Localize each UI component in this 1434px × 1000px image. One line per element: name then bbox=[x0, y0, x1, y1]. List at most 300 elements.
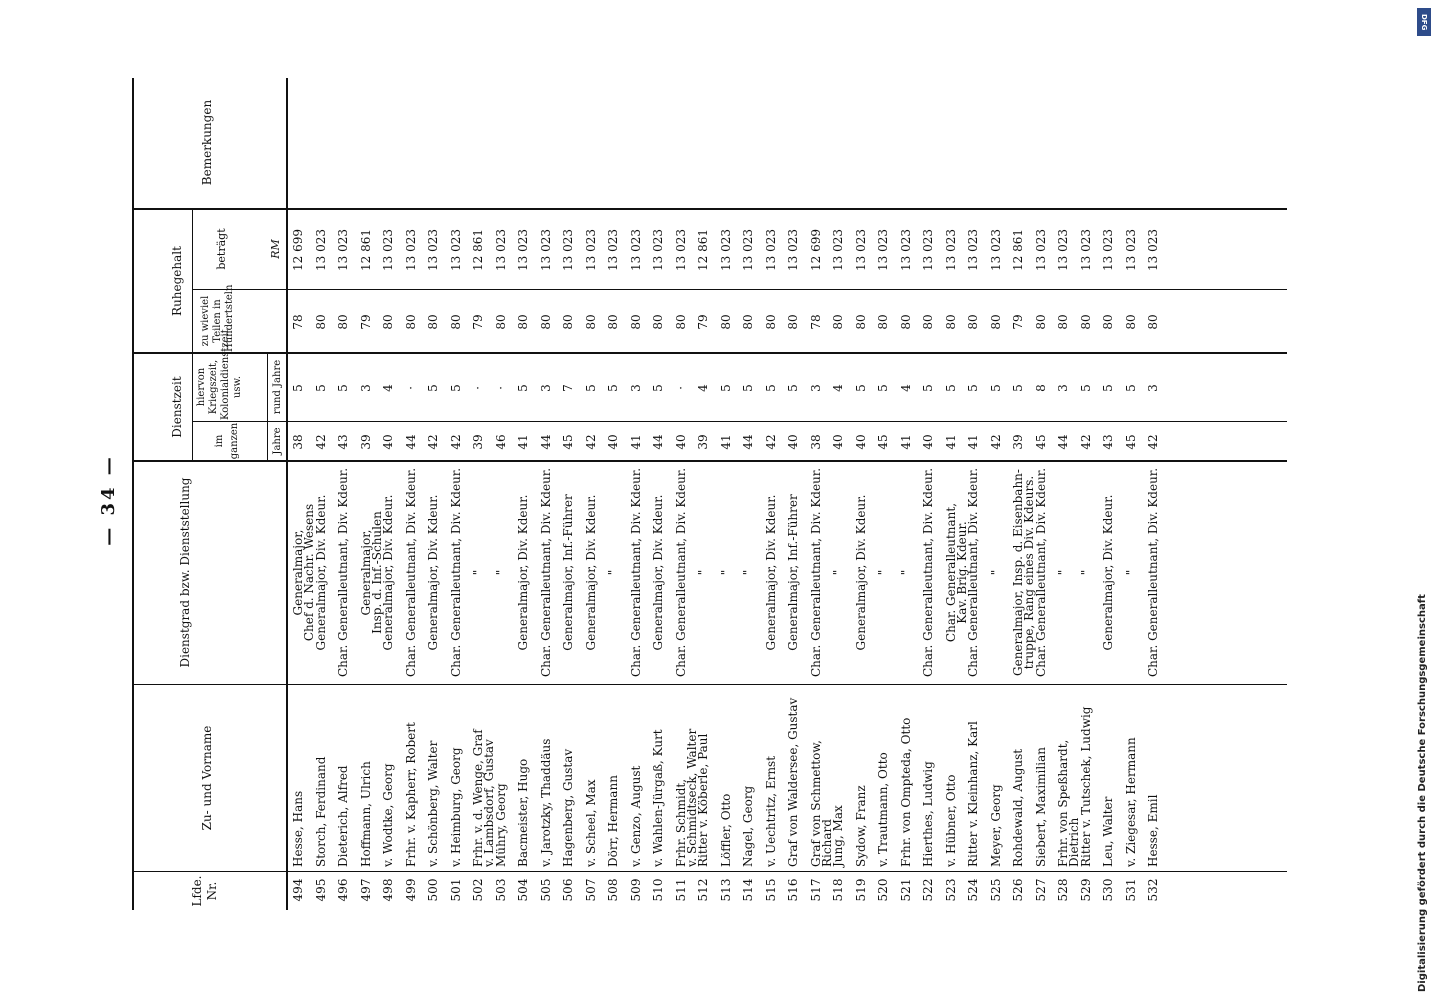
row-hundertstel: 80 bbox=[943, 314, 958, 330]
row-name: v. Uechtritz, Ernst bbox=[763, 755, 778, 867]
table-row bbox=[675, 0, 699, 1000]
row-betrag: 13 023 bbox=[763, 229, 778, 271]
row-kriegszeit: · bbox=[493, 386, 508, 390]
table-row bbox=[765, 0, 789, 1000]
row-nr: 518 bbox=[831, 878, 845, 902]
row-kriegszeit: 5 bbox=[988, 384, 1003, 392]
row-nr: 506 bbox=[561, 878, 575, 902]
row-betrag: 13 023 bbox=[988, 229, 1003, 271]
row-rank: Char. Generalleutnant, Div. Kdeur. bbox=[538, 467, 553, 678]
row-betrag: 13 023 bbox=[1123, 229, 1138, 271]
table-row bbox=[427, 0, 451, 1000]
row-dienstzeit-ganzen: 44 bbox=[741, 434, 755, 450]
table-row bbox=[337, 0, 361, 1000]
row-betrag: 13 023 bbox=[651, 229, 665, 271]
row-dienstzeit-ganzen: 41 bbox=[628, 434, 643, 450]
row-kriegszeit: 5 bbox=[943, 384, 958, 392]
row-name: Bacmeister, Hugo bbox=[516, 758, 530, 867]
row-betrag: 13 023 bbox=[426, 229, 440, 271]
row-name: Storch, Ferdinand bbox=[313, 756, 328, 867]
row-rank: Generalmajor, Div. Kdeur. bbox=[313, 494, 328, 651]
table-row bbox=[585, 0, 609, 1000]
row-hundertstel: 80 bbox=[1123, 314, 1138, 330]
row-hundertstel: 80 bbox=[1146, 314, 1160, 330]
row-betrag: 13 023 bbox=[1056, 229, 1070, 271]
dfg-logo: DFG bbox=[1417, 8, 1431, 36]
row-name: Ritter v. Tutschek, Ludwig bbox=[1078, 706, 1093, 867]
row-rank: Generalmajor, Div. Kdeur. bbox=[516, 494, 530, 651]
row-rank: " bbox=[696, 569, 710, 576]
row-rank: Generalmajor, Div. Kdeur. bbox=[763, 494, 778, 651]
row-hundertstel: 80 bbox=[718, 314, 733, 330]
table-row bbox=[315, 0, 339, 1000]
row-rank: Generalmajor, Div. Kdeur. bbox=[583, 494, 598, 651]
row-rank: " bbox=[471, 569, 485, 576]
row-betrag: 13 023 bbox=[583, 229, 598, 271]
row-name: Hoffmann, Ulrich bbox=[358, 761, 373, 867]
row-hundertstel: 80 bbox=[628, 314, 643, 330]
table-row bbox=[967, 0, 991, 1000]
row-betrag: 12 699 bbox=[291, 229, 305, 271]
row-kriegszeit: 3 bbox=[628, 384, 643, 392]
row-kriegszeit: 5 bbox=[966, 384, 980, 392]
row-betrag: 13 023 bbox=[921, 229, 935, 271]
row-kriegszeit: 5 bbox=[651, 384, 665, 392]
row-dienstzeit-ganzen: 41 bbox=[966, 434, 980, 450]
row-rank: Generalmajor, Div. Kdeur. bbox=[426, 494, 440, 651]
row-name: v. Wodtke, Georg bbox=[381, 763, 395, 867]
row-dienstzeit-ganzen: 43 bbox=[1101, 434, 1115, 450]
table-row bbox=[1125, 0, 1149, 1000]
table-row bbox=[495, 0, 519, 1000]
row-nr: 530 bbox=[1101, 878, 1115, 902]
row-hundertstel: 80 bbox=[1101, 314, 1115, 330]
row-dienstzeit-ganzen: 39 bbox=[471, 434, 485, 450]
header-im-ganzen: im ganzen bbox=[214, 422, 240, 460]
row-kriegszeit: 4 bbox=[898, 384, 913, 392]
row-kriegszeit: 4 bbox=[696, 384, 710, 392]
page-number: — 34 — bbox=[98, 454, 119, 546]
row-hundertstel: 80 bbox=[448, 314, 463, 330]
row-dienstzeit-ganzen: 46 bbox=[493, 434, 508, 450]
header-rm: RM bbox=[269, 239, 282, 259]
row-rank: " bbox=[606, 569, 620, 576]
row-kriegszeit: 3 bbox=[1146, 384, 1160, 392]
row-nr: 495 bbox=[313, 878, 328, 902]
row-nr: 521 bbox=[898, 878, 913, 902]
table-row bbox=[517, 0, 541, 1000]
row-betrag: 13 023 bbox=[538, 229, 553, 271]
table-row bbox=[1035, 0, 1059, 1000]
row-nr: 509 bbox=[628, 878, 643, 902]
row-betrag: 12 861 bbox=[696, 229, 710, 271]
row-hundertstel: 80 bbox=[538, 314, 553, 330]
dienstzeit-subrule bbox=[192, 354, 193, 460]
row-kriegszeit: 5 bbox=[583, 384, 598, 392]
row-rank: Generalmajor, Insp. d. Eisenbahn- bbox=[1011, 469, 1025, 676]
row-hundertstel: 80 bbox=[763, 314, 778, 330]
row-hundertstel: 79 bbox=[358, 314, 373, 330]
row-name: Ritter v. Kleinhanz, Karl bbox=[966, 721, 980, 867]
row-name-cont: v. Schmidtseck, Walter bbox=[684, 728, 699, 867]
row-kriegszeit: · bbox=[403, 386, 418, 390]
row-rank: Char. Generalleutnant, Div. Kdeur. bbox=[403, 467, 418, 678]
row-betrag: 13 023 bbox=[403, 229, 418, 271]
row-nr: 527 bbox=[1033, 878, 1048, 902]
table-top-rule bbox=[132, 78, 134, 910]
row-dienstzeit-ganzen: 38 bbox=[291, 434, 305, 450]
row-dienstzeit-ganzen: 40 bbox=[921, 434, 935, 450]
row-rank: " bbox=[718, 569, 733, 576]
header-nr: Lfde. Nr. bbox=[190, 875, 219, 907]
row-kriegszeit: 5 bbox=[921, 384, 935, 392]
row-name: Meyer, Georg bbox=[988, 784, 1003, 867]
row-kriegszeit: 3 bbox=[538, 384, 553, 392]
row-dienstzeit-ganzen: 42 bbox=[583, 434, 598, 450]
row-name: v. Trautmann, Otto bbox=[876, 752, 890, 867]
row-nr: 515 bbox=[763, 878, 778, 902]
row-hundertstel: 80 bbox=[966, 314, 980, 330]
row-name: Hierthes, Ludwig bbox=[921, 761, 935, 867]
table-row bbox=[292, 0, 316, 1000]
row-kriegszeit: · bbox=[673, 386, 688, 390]
row-hundertstel: 80 bbox=[1078, 314, 1093, 330]
row-betrag: 13 023 bbox=[943, 229, 958, 271]
row-betrag: 13 023 bbox=[628, 229, 643, 271]
row-name: Graf von Schmettow, bbox=[808, 740, 823, 867]
table-row bbox=[787, 0, 811, 1000]
row-dienstzeit-ganzen: 39 bbox=[358, 434, 373, 450]
row-hundertstel: 80 bbox=[606, 314, 620, 330]
row-hundertstel: 79 bbox=[1011, 314, 1025, 330]
row-name: Frhr. von Speßhardt, bbox=[1056, 739, 1070, 867]
row-dienstzeit-ganzen: 42 bbox=[426, 434, 440, 450]
row-name: Graf von Waldersee, Gustav bbox=[786, 697, 800, 867]
row-hundertstel: 80 bbox=[651, 314, 665, 330]
row-rank: Generalmajor, Inf.-Führer bbox=[561, 494, 575, 651]
row-rank-cont: Chef d. Nachr. Wesens bbox=[302, 503, 316, 642]
row-betrag: 13 023 bbox=[493, 229, 508, 271]
table-row bbox=[1080, 0, 1104, 1000]
row-kriegszeit: 5 bbox=[786, 384, 800, 392]
row-nr: 519 bbox=[853, 878, 868, 902]
row-nr: 531 bbox=[1123, 878, 1138, 902]
row-rank: Generalmajor, bbox=[358, 529, 373, 616]
row-kriegszeit: 5 bbox=[853, 384, 868, 392]
row-betrag: 13 023 bbox=[898, 229, 913, 271]
header-jahre: Jahre bbox=[272, 427, 283, 455]
row-nr: 528 bbox=[1056, 878, 1070, 902]
row-nr: 520 bbox=[876, 878, 890, 902]
row-nr: 496 bbox=[336, 878, 350, 902]
row-betrag: 13 023 bbox=[786, 229, 800, 271]
row-rank: Generalmajor, Div. Kdeur. bbox=[853, 494, 868, 651]
row-nr: 529 bbox=[1078, 878, 1093, 902]
row-betrag: 13 023 bbox=[336, 229, 350, 271]
table-row bbox=[1057, 0, 1081, 1000]
row-name: Frhr. von Ompteda, Otto bbox=[898, 717, 913, 867]
table-row bbox=[607, 0, 631, 1000]
table-row bbox=[562, 0, 586, 1000]
table-row bbox=[945, 0, 969, 1000]
row-nr: 500 bbox=[426, 878, 440, 902]
row-kriegszeit: 3 bbox=[358, 384, 373, 392]
header-rund-jahre: rund Jahre bbox=[272, 359, 283, 415]
row-rank: Generalmajor, bbox=[291, 529, 305, 616]
row-name: Frhr. v. d. Wenge, Graf bbox=[471, 729, 485, 867]
row-name: Rohdewald, August bbox=[1011, 748, 1025, 867]
row-kriegszeit: 5 bbox=[606, 384, 620, 392]
row-dienstzeit-ganzen: 40 bbox=[853, 434, 868, 450]
row-hundertstel: 80 bbox=[876, 314, 890, 330]
row-dienstzeit-ganzen: 42 bbox=[1078, 434, 1093, 450]
row-rank-cont: Insp. d. Inf.-Schulen bbox=[369, 511, 384, 634]
row-rank: Char. Generalleutnant, bbox=[943, 502, 958, 643]
row-dienstzeit-ganzen: 41 bbox=[898, 434, 913, 450]
row-betrag: 12 861 bbox=[1011, 229, 1025, 271]
row-betrag: 13 023 bbox=[1101, 229, 1115, 271]
row-hundertstel: 80 bbox=[786, 314, 800, 330]
row-hundertstel: 80 bbox=[493, 314, 508, 330]
row-rank: Char. Generalleutnant, Div. Kdeur. bbox=[921, 467, 935, 678]
row-kriegszeit: · bbox=[471, 386, 485, 390]
row-betrag: 13 023 bbox=[673, 229, 688, 271]
row-hundertstel: 78 bbox=[808, 314, 823, 330]
row-rank: " bbox=[876, 569, 890, 576]
jahre-rule bbox=[267, 354, 268, 460]
row-kriegszeit: 5 bbox=[1123, 384, 1138, 392]
table-row bbox=[990, 0, 1014, 1000]
row-hundertstel: 80 bbox=[1056, 314, 1070, 330]
row-kriegszeit: 5 bbox=[718, 384, 733, 392]
row-hundertstel: 79 bbox=[696, 314, 710, 330]
row-rank: Generalmajor, Inf.-Führer bbox=[786, 494, 800, 651]
row-nr: 504 bbox=[516, 878, 530, 902]
row-dienstzeit-ganzen: 40 bbox=[786, 434, 800, 450]
row-rank: Char. Generalleutnant, Div. Kdeur. bbox=[628, 467, 643, 678]
row-hundertstel: 80 bbox=[741, 314, 755, 330]
row-dienstzeit-ganzen: 42 bbox=[763, 434, 778, 450]
row-rank: " bbox=[1078, 569, 1093, 576]
row-dienstzeit-ganzen: 40 bbox=[831, 434, 845, 450]
row-dienstzeit-ganzen: 42 bbox=[448, 434, 463, 450]
row-rank: Char. Generalleutnant, Div. Kdeur. bbox=[1033, 467, 1048, 678]
row-nr: 503 bbox=[493, 878, 508, 902]
row-dienstzeit-ganzen: 40 bbox=[606, 434, 620, 450]
row-betrag: 13 023 bbox=[876, 229, 890, 271]
row-dienstzeit-ganzen: 42 bbox=[313, 434, 328, 450]
row-hundertstel: 80 bbox=[516, 314, 530, 330]
row-name: v. Schönberg, Walter bbox=[426, 740, 440, 867]
header-bemerkungen: Bemerkungen bbox=[200, 99, 214, 186]
row-betrag: 13 023 bbox=[853, 229, 868, 271]
row-rank: Char. Generalleutnant, Div. Kdeur. bbox=[673, 467, 688, 678]
row-nr: 494 bbox=[291, 878, 305, 902]
row-rank-cont: Kav. Brig. Kdeur. bbox=[954, 521, 969, 624]
row-nr: 505 bbox=[538, 878, 553, 902]
row-kriegszeit: 5 bbox=[336, 384, 350, 392]
row-kriegszeit: 5 bbox=[1011, 384, 1025, 392]
table-row bbox=[855, 0, 879, 1000]
row-betrag: 13 023 bbox=[718, 229, 733, 271]
row-hundertstel: 80 bbox=[381, 314, 395, 330]
row-hundertstel: 80 bbox=[1033, 314, 1048, 330]
table-row bbox=[450, 0, 474, 1000]
credit-text: Digitalisierung gefördert durch die Deutsche Forschungsgemeinschaft bbox=[1417, 594, 1428, 992]
row-dienstzeit-ganzen: 42 bbox=[1146, 434, 1160, 450]
row-name: v. Scheel, Max bbox=[583, 779, 598, 867]
row-betrag: 13 023 bbox=[516, 229, 530, 271]
row-rank: " bbox=[898, 569, 913, 576]
header-rank: Dienstgrad bzw. Dienststellung bbox=[178, 477, 192, 668]
header-name: Zu- und Vorname bbox=[200, 725, 214, 831]
row-hundertstel: 80 bbox=[831, 314, 845, 330]
table-row bbox=[1012, 0, 1036, 1000]
row-rank: Char. Generalleutnant, Div. Kdeur. bbox=[1146, 467, 1160, 678]
table-row bbox=[405, 0, 429, 1000]
row-nr: 522 bbox=[921, 878, 935, 902]
row-dienstzeit-ganzen: 45 bbox=[1033, 434, 1048, 450]
row-rank: Char. Generalleutnant, Div. Kdeur. bbox=[966, 467, 980, 678]
row-kriegszeit: 3 bbox=[1056, 384, 1070, 392]
row-betrag: 13 023 bbox=[606, 229, 620, 271]
row-dienstzeit-ganzen: 44 bbox=[651, 434, 665, 450]
table-row bbox=[697, 0, 721, 1000]
row-dienstzeit-ganzen: 40 bbox=[381, 434, 395, 450]
row-name: v. Hübner, Otto bbox=[943, 774, 958, 867]
row-kriegszeit: 7 bbox=[561, 384, 575, 392]
table-row bbox=[742, 0, 766, 1000]
row-rank: " bbox=[493, 569, 508, 576]
row-nr: 516 bbox=[786, 878, 800, 902]
row-hundertstel: 80 bbox=[921, 314, 935, 330]
row-kriegszeit: 5 bbox=[313, 384, 328, 392]
row-kriegszeit: 5 bbox=[426, 384, 440, 392]
ruhegehalt-subrule bbox=[192, 210, 193, 352]
row-betrag: 13 023 bbox=[1033, 229, 1048, 271]
row-name: Siebert, Maximilian bbox=[1033, 747, 1048, 867]
row-name: Nagel, Georg bbox=[741, 785, 755, 867]
row-hundertstel: 80 bbox=[403, 314, 418, 330]
row-name-cont: Richard bbox=[819, 819, 834, 867]
row-betrag: 13 023 bbox=[1078, 229, 1093, 271]
table-row bbox=[720, 0, 744, 1000]
row-betrag: 13 023 bbox=[448, 229, 463, 271]
row-nr: 514 bbox=[741, 878, 755, 902]
row-kriegszeit: 4 bbox=[381, 384, 395, 392]
row-dienstzeit-ganzen: 44 bbox=[1056, 434, 1070, 450]
row-hundertstel: 80 bbox=[673, 314, 688, 330]
row-nr: 512 bbox=[696, 878, 710, 902]
row-name: Dörr, Hermann bbox=[606, 775, 620, 867]
row-name: Sydow, Franz bbox=[853, 785, 868, 867]
row-name: Jung, Max bbox=[831, 805, 845, 867]
row-betrag: 13 023 bbox=[966, 229, 980, 271]
row-hundertstel: 78 bbox=[291, 314, 305, 330]
row-betrag: 13 023 bbox=[313, 229, 328, 271]
row-nr: 532 bbox=[1146, 878, 1160, 902]
row-betrag: 13 023 bbox=[741, 229, 755, 271]
header-bottom-rule bbox=[286, 78, 288, 910]
row-name: Hagenberg, Gustav bbox=[561, 748, 575, 867]
row-dienstzeit-ganzen: 41 bbox=[516, 434, 530, 450]
table-row bbox=[1147, 0, 1171, 1000]
row-nr: 525 bbox=[988, 878, 1003, 902]
row-rank: " bbox=[988, 569, 1003, 576]
credit-strip bbox=[1412, 12, 1432, 992]
table-row bbox=[382, 0, 406, 1000]
row-hundertstel: 79 bbox=[471, 314, 485, 330]
row-rank-cont: truppe, Rang eines Div. Kdeurs. bbox=[1022, 475, 1036, 670]
header-hiervon: hiervon Kriegszeit, Kolonialdienstzeit usw. bbox=[196, 329, 243, 420]
row-dienstzeit-ganzen: 45 bbox=[561, 434, 575, 450]
row-dienstzeit-ganzen: 44 bbox=[538, 434, 553, 450]
row-kriegszeit: 5 bbox=[876, 384, 890, 392]
row-name: v. Ziegesar, Hermann bbox=[1123, 737, 1138, 867]
row-nr: 497 bbox=[358, 878, 373, 902]
row-kriegszeit: 4 bbox=[831, 384, 845, 392]
row-name: Hesse, Hans bbox=[291, 790, 305, 867]
row-nr: 523 bbox=[943, 878, 958, 902]
row-rank: Generalmajor, Div. Kdeur. bbox=[1101, 494, 1115, 651]
row-name: Löffler, Otto bbox=[718, 793, 733, 867]
row-hundertstel: 80 bbox=[313, 314, 328, 330]
header-ruhegehalt: Ruhegehalt bbox=[170, 246, 184, 316]
row-rank: Generalmajor, Div. Kdeur. bbox=[651, 494, 665, 651]
table-row bbox=[472, 0, 496, 1000]
row-hundertstel: 80 bbox=[988, 314, 1003, 330]
row-rank: " bbox=[1123, 569, 1138, 576]
row-kriegszeit: 5 bbox=[741, 384, 755, 392]
row-rank: " bbox=[1056, 569, 1070, 576]
table-row bbox=[360, 0, 384, 1000]
row-rank: Generalmajor, Div. Kdeur. bbox=[381, 494, 395, 651]
row-name: Ritter v. Köberle, Paul bbox=[696, 733, 710, 867]
row-dienstzeit-ganzen: 41 bbox=[718, 434, 733, 450]
row-dienstzeit-ganzen: 38 bbox=[808, 434, 823, 450]
table-row bbox=[1102, 0, 1126, 1000]
row-nr: 507 bbox=[583, 878, 598, 902]
row-name: Frhr. Schmidt, bbox=[673, 778, 688, 867]
row-nr: 502 bbox=[471, 878, 485, 902]
row-rank: " bbox=[831, 569, 845, 576]
table-row bbox=[810, 0, 834, 1000]
row-dienstzeit-ganzen: 39 bbox=[1011, 434, 1025, 450]
row-hundertstel: 80 bbox=[426, 314, 440, 330]
row-kriegszeit: 5 bbox=[516, 384, 530, 392]
row-name: v. Jarotzky, Thaddäus bbox=[538, 738, 553, 867]
header-dienstzeit: Dienstzeit bbox=[170, 376, 184, 438]
row-rank: Char. Generalleutnant, Div. Kdeur. bbox=[448, 467, 463, 678]
row-kriegszeit: 3 bbox=[808, 384, 823, 392]
row-name: v. Wahlen-Jürgaß, Kurt bbox=[651, 729, 665, 867]
row-rank: Char. Generalleutnant, Div. Kdeur. bbox=[336, 467, 350, 678]
row-dienstzeit-ganzen: 45 bbox=[1123, 434, 1138, 450]
row-name: v. Heimburg, Georg bbox=[448, 747, 463, 867]
row-dienstzeit-ganzen: 43 bbox=[336, 434, 350, 450]
row-dienstzeit-ganzen: 40 bbox=[673, 434, 688, 450]
row-kriegszeit: 5 bbox=[291, 384, 305, 392]
row-kriegszeit: 5 bbox=[448, 384, 463, 392]
row-kriegszeit: 5 bbox=[763, 384, 778, 392]
row-rank: Char. Generalleutnant, Div. Kdeur. bbox=[808, 467, 823, 678]
row-kriegszeit: 5 bbox=[1078, 384, 1093, 392]
row-dienstzeit-ganzen: 41 bbox=[943, 434, 958, 450]
row-kriegszeit: 8 bbox=[1033, 384, 1048, 392]
row-nr: 508 bbox=[606, 878, 620, 902]
row-hundertstel: 80 bbox=[898, 314, 913, 330]
row-name: v. Genzo, August bbox=[628, 765, 643, 867]
